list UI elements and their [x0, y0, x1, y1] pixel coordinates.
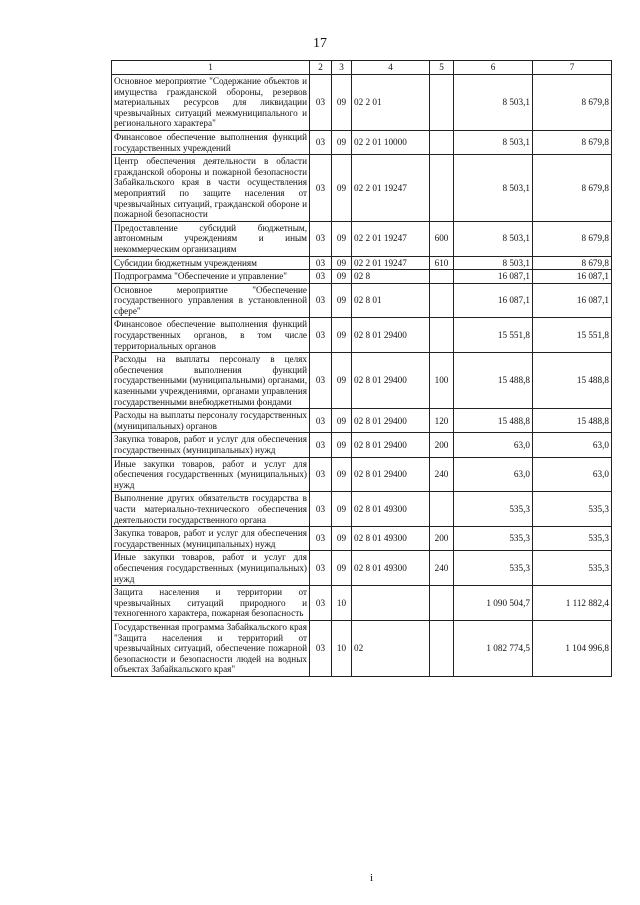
- row-name-cell: Расходы на выплаты персоналу государственных (муниципальных) органов: [112, 409, 310, 433]
- row-amount-year1-cell: 16 087,1: [454, 270, 533, 284]
- table-row: [112, 256, 612, 270]
- row-name-cell: Подпрограмма "Обеспечение и управление": [112, 270, 310, 284]
- row-amount-year2-cell: 1 112 882,4: [533, 586, 612, 621]
- row-name-cell: Основное мероприятие "Содержание объектов и имущества гражданской обороны, резервов материальных ресурсов для ликвидации чрезвычайных ситуаций межмуниципального и регионального характера": [112, 75, 310, 131]
- row-subsection-cell: 09: [332, 130, 352, 154]
- budget-table: [111, 60, 612, 677]
- row-amount-year1-cell: 15 488,8: [454, 353, 533, 409]
- row-subsection-cell: 09: [332, 409, 352, 433]
- row-amount-year1-cell: 535,3: [454, 527, 533, 551]
- row-name-cell: Закупка товаров, работ и услуг для обеспечения государственных (муниципальных) нужд: [112, 433, 310, 457]
- row-amount-year1-cell: 63,0: [454, 433, 533, 457]
- row-expense-type-cell: 600: [430, 221, 454, 256]
- row-amount-year2-cell: 535,3: [533, 492, 612, 527]
- col-header-2: 2: [310, 61, 332, 75]
- row-section-cell: 03: [310, 527, 332, 551]
- row-subsection-cell: 09: [332, 433, 352, 457]
- row-name-cell: Государственная программа Забайкальского края "Защита населения и территорий от чрезвычайных ситуаций, обеспечение пожарной безопасности и безопасности людей на водных объектах Забайкальского края": [112, 620, 310, 676]
- row-amount-year1-cell: 1 082 774,5: [454, 620, 533, 676]
- row-section-cell: 03: [310, 270, 332, 284]
- row-amount-year1-cell: 8 503,1: [454, 130, 533, 154]
- row-name-cell: Защита населения и территории от чрезвычайных ситуаций природного и техногенного характера, пожарная безопасность: [112, 586, 310, 621]
- row-section-cell: 03: [310, 353, 332, 409]
- row-amount-year2-cell: 535,3: [533, 527, 612, 551]
- table-row: [112, 551, 612, 586]
- row-amount-year1-cell: 8 503,1: [454, 155, 533, 222]
- row-target-article-cell: 02 2 01 10000: [352, 130, 430, 154]
- row-amount-year2-cell: 16 087,1: [533, 283, 612, 318]
- table-row: [112, 457, 612, 492]
- row-amount-year2-cell: 8 679,8: [533, 155, 612, 222]
- row-name-cell: Финансовое обеспечение выполнения функций государственных органов, в том числе территориальных органов: [112, 318, 310, 353]
- col-header-4: 4: [352, 61, 430, 75]
- table-row: [112, 353, 612, 409]
- row-amount-year1-cell: 63,0: [454, 457, 533, 492]
- row-amount-year1-cell: 535,3: [454, 492, 533, 527]
- row-amount-year2-cell: 8 679,8: [533, 75, 612, 131]
- table-header-row: [112, 61, 612, 75]
- row-expense-type-cell: 610: [430, 256, 454, 270]
- table-row: [112, 620, 612, 676]
- row-section-cell: 03: [310, 620, 332, 676]
- row-section-cell: 03: [310, 409, 332, 433]
- row-section-cell: 03: [310, 130, 332, 154]
- table-row: [112, 492, 612, 527]
- row-expense-type-cell: [430, 270, 454, 284]
- row-target-article-cell: 02 8 01 49300: [352, 551, 430, 586]
- row-subsection-cell: 09: [332, 155, 352, 222]
- row-section-cell: 03: [310, 492, 332, 527]
- row-subsection-cell: 09: [332, 527, 352, 551]
- row-expense-type-cell: [430, 75, 454, 131]
- col-header-5: 5: [430, 61, 454, 75]
- row-section-cell: 03: [310, 457, 332, 492]
- row-expense-type-cell: [430, 318, 454, 353]
- row-section-cell: 03: [310, 551, 332, 586]
- row-target-article-cell: 02 8 01 29400: [352, 433, 430, 457]
- row-expense-type-cell: [430, 130, 454, 154]
- row-expense-type-cell: 240: [430, 457, 454, 492]
- row-target-article-cell: 02: [352, 620, 430, 676]
- row-amount-year2-cell: 63,0: [533, 457, 612, 492]
- row-section-cell: 03: [310, 155, 332, 222]
- row-target-article-cell: 02 8: [352, 270, 430, 284]
- row-name-cell: Иные закупки товаров, работ и услуг для обеспечения государственных (муниципальных) нужд: [112, 551, 310, 586]
- row-subsection-cell: 09: [332, 75, 352, 131]
- row-target-article-cell: 02 2 01 19247: [352, 256, 430, 270]
- row-expense-type-cell: [430, 155, 454, 222]
- row-subsection-cell: 09: [332, 270, 352, 284]
- row-expense-type-cell: 200: [430, 433, 454, 457]
- row-name-cell: Центр обеспечения деятельности в области гражданской обороны и пожарной безопасности Забайкальского края в части осуществления мероприятий по защите населения от чрезвычайных ситуаций, гражданской обороне и пожарной безопасности: [112, 155, 310, 222]
- row-amount-year1-cell: 15 551,8: [454, 318, 533, 353]
- row-name-cell: Расходы на выплаты персоналу в целях обеспечения выполнения функций государственными (муниципальными) органами, казенными учреждениями, органами управления государственными внебюджетными фондами: [112, 353, 310, 409]
- col-header-3: 3: [332, 61, 352, 75]
- table-row: [112, 409, 612, 433]
- row-target-article-cell: 02 8 01 49300: [352, 527, 430, 551]
- table-row: [112, 221, 612, 256]
- row-expense-type-cell: [430, 283, 454, 318]
- row-target-article-cell: 02 8 01: [352, 283, 430, 318]
- row-amount-year1-cell: 8 503,1: [454, 75, 533, 131]
- row-amount-year2-cell: 1 104 996,8: [533, 620, 612, 676]
- table-row: [112, 283, 612, 318]
- table-row: [112, 527, 612, 551]
- table-body: [112, 75, 612, 677]
- row-amount-year1-cell: 16 087,1: [454, 283, 533, 318]
- row-section-cell: 03: [310, 75, 332, 131]
- row-subsection-cell: 09: [332, 492, 352, 527]
- row-name-cell: Основное мероприятие "Обеспечение государственного управления в установленной сфере": [112, 283, 310, 318]
- row-name-cell: Субсидии бюджетным учреждениям: [112, 256, 310, 270]
- row-amount-year2-cell: 8 679,8: [533, 256, 612, 270]
- table-row: [112, 433, 612, 457]
- footer-mark: i: [370, 872, 374, 884]
- row-subsection-cell: 09: [332, 221, 352, 256]
- row-subsection-cell: 09: [332, 318, 352, 353]
- row-amount-year2-cell: 63,0: [533, 433, 612, 457]
- row-section-cell: 03: [310, 256, 332, 270]
- row-expense-type-cell: 200: [430, 527, 454, 551]
- col-header-6: 6: [454, 61, 533, 75]
- row-subsection-cell: 09: [332, 353, 352, 409]
- col-header-7: 7: [533, 61, 612, 75]
- row-expense-type-cell: 240: [430, 551, 454, 586]
- row-target-article-cell: 02 2 01 19247: [352, 155, 430, 222]
- row-amount-year1-cell: 8 503,1: [454, 221, 533, 256]
- row-amount-year1-cell: 8 503,1: [454, 256, 533, 270]
- row-subsection-cell: 10: [332, 620, 352, 676]
- row-amount-year1-cell: 535,3: [454, 551, 533, 586]
- row-target-article-cell: 02 2 01: [352, 75, 430, 131]
- table-row: [112, 155, 612, 222]
- row-target-article-cell: [352, 586, 430, 621]
- row-target-article-cell: 02 8 01 29400: [352, 409, 430, 433]
- row-name-cell: Финансовое обеспечение выполнения функций государственных учреждений: [112, 130, 310, 154]
- row-expense-type-cell: [430, 620, 454, 676]
- row-amount-year1-cell: 1 090 504,7: [454, 586, 533, 621]
- row-section-cell: 03: [310, 586, 332, 621]
- row-amount-year2-cell: 8 679,8: [533, 221, 612, 256]
- row-subsection-cell: 09: [332, 457, 352, 492]
- row-amount-year2-cell: 8 679,8: [533, 130, 612, 154]
- table-row: [112, 270, 612, 284]
- row-section-cell: 03: [310, 318, 332, 353]
- row-target-article-cell: 02 2 01 19247: [352, 221, 430, 256]
- row-expense-type-cell: [430, 492, 454, 527]
- row-subsection-cell: 09: [332, 551, 352, 586]
- row-target-article-cell: 02 8 01 29400: [352, 457, 430, 492]
- row-expense-type-cell: 100: [430, 353, 454, 409]
- row-target-article-cell: 02 8 01 29400: [352, 318, 430, 353]
- row-name-cell: Предоставление субсидий бюджетным, автономным учреждениям и иным некоммерческим организациям: [112, 221, 310, 256]
- row-name-cell: Иные закупки товаров, работ и услуг для обеспечения государственных (муниципальных) нужд: [112, 457, 310, 492]
- row-subsection-cell: 09: [332, 256, 352, 270]
- row-subsection-cell: 10: [332, 586, 352, 621]
- row-amount-year2-cell: 15 551,8: [533, 318, 612, 353]
- table-row: [112, 75, 612, 131]
- row-subsection-cell: 09: [332, 283, 352, 318]
- row-amount-year2-cell: 15 488,8: [533, 409, 612, 433]
- row-section-cell: 03: [310, 283, 332, 318]
- row-target-article-cell: 02 8 01 29400: [352, 353, 430, 409]
- table-row: [112, 318, 612, 353]
- row-amount-year2-cell: 15 488,8: [533, 353, 612, 409]
- row-section-cell: 03: [310, 221, 332, 256]
- page-number: 17: [313, 36, 327, 51]
- col-header-1: 1: [112, 61, 310, 75]
- row-target-article-cell: 02 8 01 49300: [352, 492, 430, 527]
- row-name-cell: Выполнение других обязательств государства в части материально-технического обеспечения деятельности государственного органа: [112, 492, 310, 527]
- row-amount-year1-cell: 15 488,8: [454, 409, 533, 433]
- table-row: [112, 130, 612, 154]
- row-amount-year2-cell: 535,3: [533, 551, 612, 586]
- row-amount-year2-cell: 16 087,1: [533, 270, 612, 284]
- row-name-cell: Закупка товаров, работ и услуг для обеспечения государственных (муниципальных) нужд: [112, 527, 310, 551]
- row-expense-type-cell: [430, 586, 454, 621]
- row-expense-type-cell: 120: [430, 409, 454, 433]
- row-section-cell: 03: [310, 433, 332, 457]
- table-row: [112, 586, 612, 621]
